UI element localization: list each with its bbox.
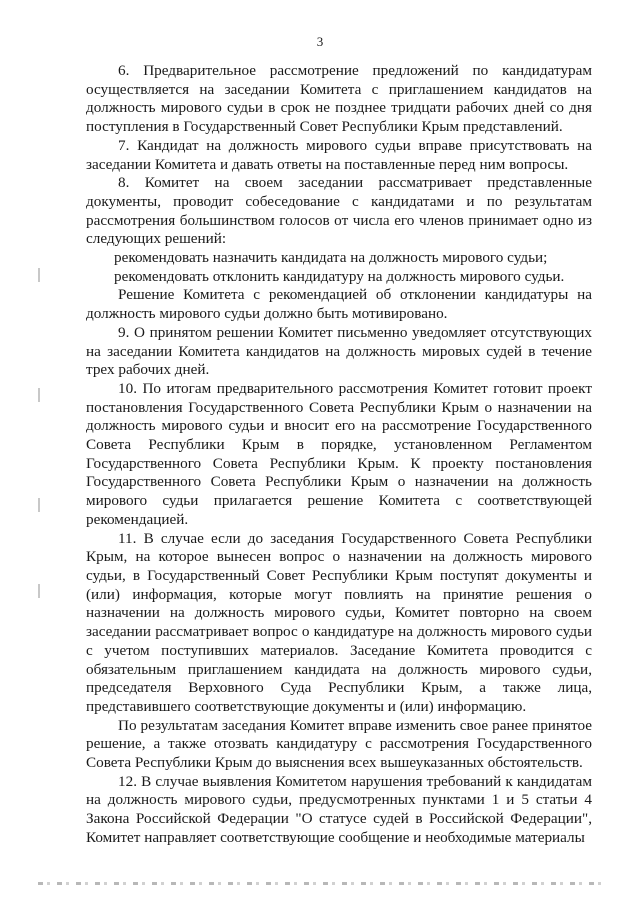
- decision-option-recommend: рекомендовать назначить кандидата на должность мирового судьи;: [114, 249, 548, 267]
- paragraph-12: 12. В случае выявления Комитетом нарушения требований к кандидатам на должность мирового судьи, предусмотренных пунктами 1 и 5 статьи 4 Закона Российской Федерации "О статусе судей в Российской Федерации", Комитет направляет соответствующие сообщение и необходимые материалы: [86, 772, 592, 846]
- document-body: [86, 62, 592, 848]
- paragraph-9: 9. О принятом решении Комитет письменно уведомляет отсутствующих на заседании Комитета кандидатов на должность мировых судей в течение трех рабочих дней.: [86, 323, 592, 379]
- scan-bottom-artifact: [38, 882, 602, 885]
- scan-margin-marks: [38, 268, 46, 598]
- paragraph-7: 7. Кандидат на должность мирового судьи вправе присутствовать на заседании Комитета и давать ответы на поставленные перед ним вопросы.: [86, 136, 592, 173]
- paragraph-6: 6. Предварительное рассмотрение предложений по кандидатурам осуществляется на заседании Комитета с приглашением кандидатов на должность мирового судьи в срок не позднее тридцати рабочих дней со дня поступления в Государственный Совет Республики Крым представлений.: [86, 62, 592, 136]
- paragraph-10: 10. По итогам предварительного рассмотрения Комитет готовит проект постановления Государственного Совета Республики Крым о назначении на должность мирового судьи и вносит его на рассмотрение Государственного Совета Республики Крым в порядке, установленном Регламентом Государственного Совета Республики Крым. К проекту постановления Государственного Совета Республики Крым о назначении на должность мирового судьи прилагается решение Комитета с соответствующей рекомендацией.: [86, 379, 592, 528]
- paragraph-rejection-motivation: Решение Комитета с рекомендацией об отклонении кандидатуры на должность мирового судьи должно быть мотивировано.: [86, 286, 592, 323]
- decision-option-reject: рекомендовать отклонить кандидатуру на должность мирового судьи.: [114, 267, 565, 285]
- paragraph-11-continuation: По результатам заседания Комитет вправе изменить свое ранее принятое решение, а также отозвать кандидатуру с рассмотрения Государственного Совета Республики Крым до выяснения всех вышеуказанных обстоятельств.: [86, 716, 592, 772]
- paragraph-8: 8. Комитет на своем заседании рассматривает представленные документы, проводит собеседование с кандидатами и по результатам рассмотрения большинством голосов от числа его членов принимает одно из следующих решений:: [86, 174, 592, 248]
- paragraph-11: 11. В случае если до заседания Государственного Совета Республики Крым, на которое вынесен вопрос о назначении на должность мирового судьи, в Государственный Совет Республики Крым поступят документы и (или) информация, которые могут повлиять на принятие решения о назначении на должность мирового судьи, Комитет повторно на своем заседании рассматривает вопрос о кандидатуре на должность мирового судьи с учетом поступивших материалов. Заседание Комитета проводится с обязательным приглашением кандидата на должность мирового судьи, председателя Верховного Суда Республики Крым, а также лица, представившего соответствующие документы и (или) информацию.: [86, 529, 592, 715]
- page-number: 3: [316, 34, 324, 49]
